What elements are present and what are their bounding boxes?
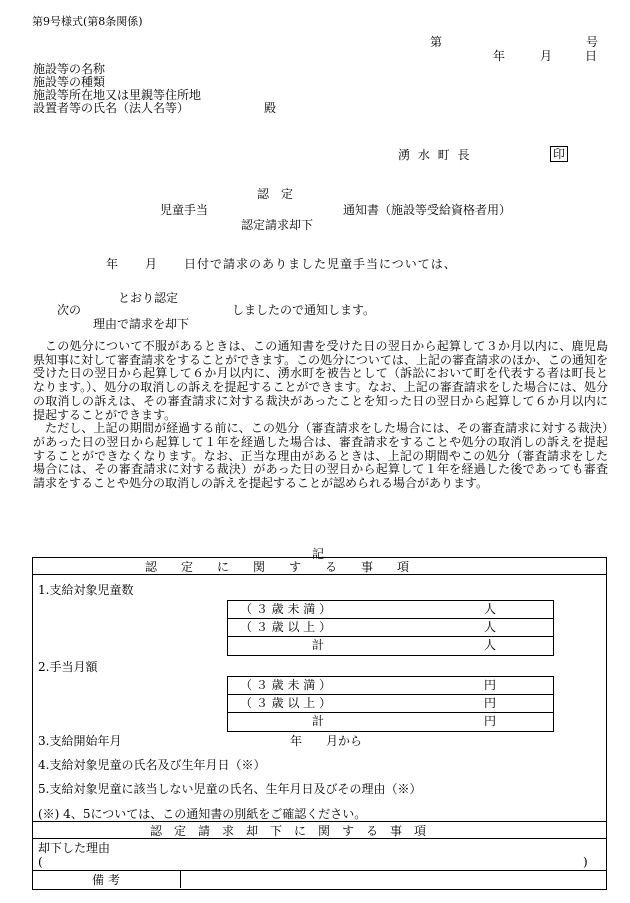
item1-row2-unit: 人 [484, 620, 497, 634]
section2-header: 認 定 請 求 却 下 に 関 す る 事 項 [150, 824, 427, 838]
item2-row1-label: （ ３ 歳 未 満 ） [240, 678, 332, 692]
footnote: (※) 4、5については、この通知書の別紙をご確認ください。 [38, 807, 367, 821]
rejection-close-paren: ) [583, 855, 588, 869]
divider [227, 712, 553, 713]
item1-label: 1.支給対象児童数 [38, 583, 134, 597]
remarks-field[interactable] [182, 872, 602, 886]
ki-label: 記 [312, 547, 325, 561]
choice-tail: しましたので通知します。 [232, 303, 376, 317]
recipient-line1: 施設等の名称 [33, 62, 106, 76]
divider [32, 574, 606, 575]
item2-row1-unit: 円 [484, 678, 497, 692]
item3-value: 年 月から [290, 734, 363, 748]
date-day: 日 [585, 49, 598, 63]
divider [180, 870, 181, 888]
divider [227, 636, 553, 637]
item2-total-unit: 円 [484, 714, 497, 728]
item1-row2-label: （ ３ 歳 以 上 ） [240, 620, 332, 634]
divider [227, 618, 553, 619]
notice-paragraph-1: この処分について不服があるときは、この通知書を受けた日の翌日から起算して３か月以内に、鹿児島県知事に対して審査請求をすることができます。この処分については、上記の審査請求のほか、この通知を受けた日の翌日から起算して６か月以内に、湧水町を被告として（訴訟において町を代表する者は町長となります。）、処分の取消しの訴えを提起することができます。なお、上記の審査請求をした場合には、処分の取消しの訴えは、その審査請求に対する裁決があったことを知った日の翌日から起算して６か月以内に提起することができます。 [33, 339, 608, 422]
divider [227, 694, 553, 695]
item1-total-label: 計 [312, 638, 325, 652]
recipient-line3: 施設等所在地又は里親等住所地 [33, 88, 202, 102]
seal-stamp: 印 [550, 146, 568, 162]
form-id: 第9号様式(第8条関係) [32, 15, 143, 28]
issuer-name: 湧 水 町 長 [398, 148, 472, 162]
choice-option-approve: とおり認定 [118, 291, 179, 305]
title-suffix: 通知書（施設等受給資格者用） [343, 203, 512, 217]
item5-label: 5.支給対象児童に該当しない児童の氏名、生年月日及びその理由（※） [38, 782, 422, 796]
title-prefix: 児童手当 [160, 203, 209, 217]
notice-body [33, 340, 608, 491]
item4-label: 4.支給対象児童の氏名及び生年月日（※） [38, 758, 266, 772]
remarks-label: 備考 [92, 873, 125, 887]
title-nintei: 認 定 [257, 187, 294, 201]
recipient-dono: 殿 [264, 101, 277, 115]
date-year: 年 [493, 49, 506, 63]
title-kyakka: 認定請求却下 [241, 218, 314, 232]
date-month: 月 [540, 49, 553, 63]
item2-row2-unit: 円 [484, 696, 497, 710]
choice-next: 次の [57, 303, 82, 317]
number-dai: 第 [430, 35, 443, 49]
item3-label: 3.支給開始年月 [38, 734, 122, 748]
item1-row1-label: （ ３ 歳 未 満 ） [240, 602, 332, 616]
item1-total-unit: 人 [484, 638, 497, 652]
choice-option-reject: 理由で請求を却下 [93, 317, 190, 331]
item2-total-label: 計 [312, 714, 325, 728]
rejection-open-paren: ( [38, 855, 43, 869]
notice-paragraph-2: ただし、上記の期間が経過する前に、この処分（審査請求をした場合には、その審査請求に対する裁決）があった日の翌日から起算して１年を経過した場合は、審査請求をすることや処分の取消しの訴えを提起することができなくなります。なお、正当な理由があるときは、上記の期間やこの処分（審査請求をした場合には、その審査請求に対する裁決）があった日の翌日から起算して１年を経過した後であっても審査請求をすることや処分の取消しの訴えを提起することが認められる場合があります。 [33, 421, 608, 491]
lead-sentence: 年 月 日付で請求のありました児童手当については、 [106, 257, 457, 271]
item2-label: 2.手当月額 [38, 660, 98, 674]
item2-row2-label: （ ３ 歳 以 上 ） [240, 696, 332, 710]
rejection-reason-label: 却下した理由 [38, 841, 111, 855]
divider [32, 838, 606, 839]
divider [32, 870, 606, 871]
number-go: 号 [586, 35, 599, 49]
recipient-line4: 設置者等の氏名（法人名等） [33, 101, 190, 115]
divider [32, 821, 606, 822]
recipient-line2: 施設等の種類 [33, 75, 106, 89]
item1-row1-unit: 人 [484, 602, 497, 616]
section1-header: 認 定 に 関 す る 事 項 [145, 560, 410, 574]
